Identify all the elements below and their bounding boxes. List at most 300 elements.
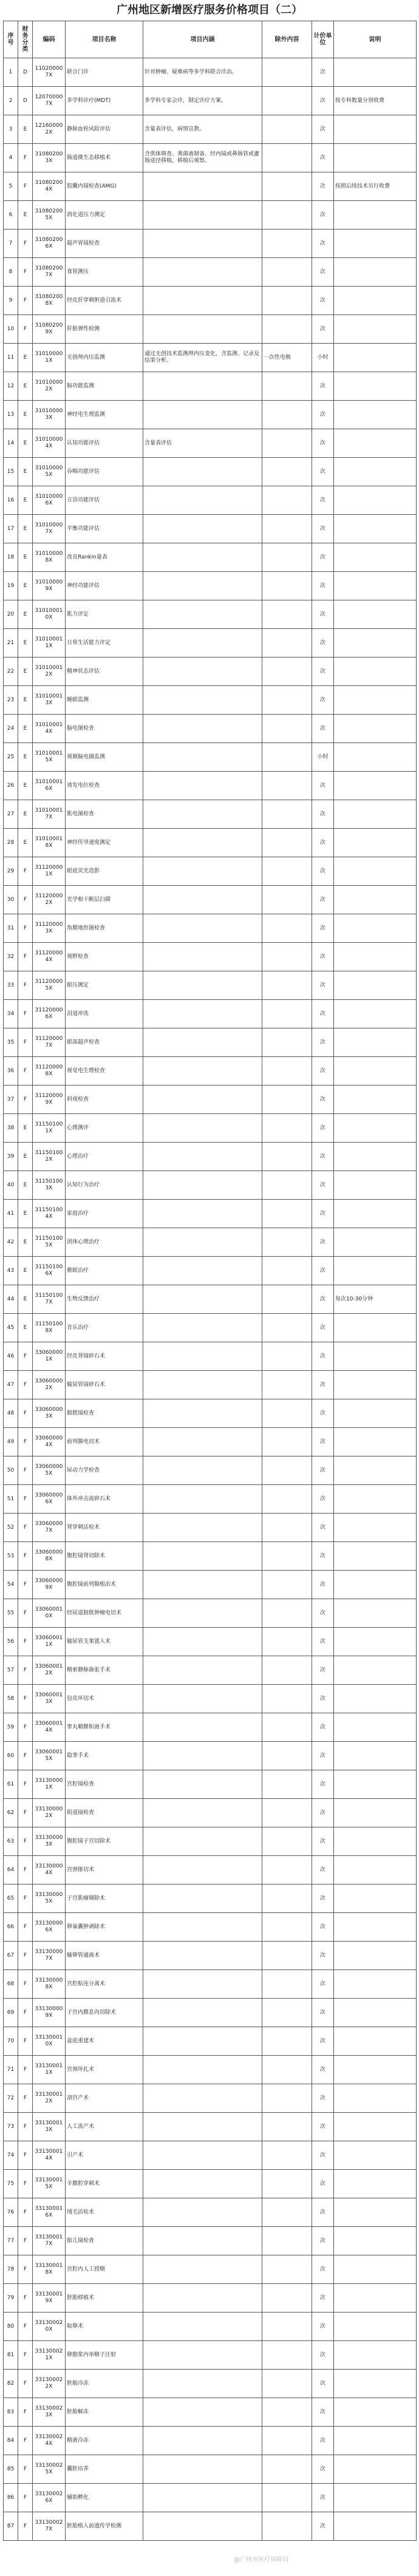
cell-note bbox=[334, 2027, 417, 2056]
cell-name: 神经功能评估 bbox=[66, 572, 143, 600]
cell-excl bbox=[262, 2141, 312, 2170]
cell-unit: 次 bbox=[312, 1114, 334, 1143]
table-row bbox=[4, 1143, 417, 1171]
cell-note: 按专科数量分别收费 bbox=[334, 87, 417, 115]
cell-no: 50 bbox=[4, 1456, 18, 1485]
cell-unit: 次 bbox=[312, 1542, 334, 1571]
cell-no: 15 bbox=[4, 458, 18, 486]
cell-note bbox=[334, 1342, 417, 1371]
cell-cat: F bbox=[18, 229, 33, 258]
table-row bbox=[4, 1628, 417, 1656]
cell-name: 光学相干断层扫描 bbox=[66, 886, 143, 914]
cell-no: 26 bbox=[4, 772, 18, 800]
cell-unit: 次 bbox=[312, 886, 334, 914]
cell-note bbox=[334, 2198, 417, 2227]
cell-unit: 次 bbox=[312, 629, 334, 658]
table-row bbox=[4, 1086, 417, 1114]
cell-unit: 次 bbox=[312, 1571, 334, 1599]
cell-name: 精神状态评估 bbox=[66, 658, 143, 686]
cell-cat: F bbox=[18, 886, 33, 914]
cell-no: 14 bbox=[4, 429, 18, 458]
table-row bbox=[4, 1428, 417, 1456]
cell-unit: 次 bbox=[312, 1257, 334, 1285]
cell-no: 32 bbox=[4, 943, 18, 971]
cell-unit: 次 bbox=[312, 2284, 334, 2313]
cell-unit: 次 bbox=[312, 1999, 334, 2027]
table-row bbox=[4, 2427, 417, 2455]
cell-note bbox=[334, 2084, 417, 2113]
cell-name: 音乐治疗 bbox=[66, 1314, 143, 1342]
cell-no: 42 bbox=[4, 1228, 18, 1257]
cell-note bbox=[334, 2284, 417, 2313]
cell-name: 肌力评定 bbox=[66, 600, 143, 629]
cell-no: 71 bbox=[4, 2056, 18, 2084]
cell-no: 70 bbox=[4, 2027, 18, 2056]
cell-content bbox=[143, 1200, 262, 1228]
cell-no: 27 bbox=[4, 800, 18, 829]
cell-content bbox=[143, 1713, 262, 1742]
cell-code: 33130002 4X bbox=[33, 2427, 66, 2455]
cell-no: 81 bbox=[4, 2341, 18, 2370]
cell-name: 盆底重建术 bbox=[66, 2027, 143, 2056]
cell-cat: F bbox=[18, 2484, 33, 2512]
cell-excl bbox=[262, 1228, 312, 1257]
cell-unit: 次 bbox=[312, 486, 334, 515]
table-row bbox=[4, 943, 417, 971]
cell-cat: F bbox=[18, 144, 33, 172]
cell-cat: F bbox=[18, 1742, 33, 1770]
cell-no: 43 bbox=[4, 1257, 18, 1285]
cell-content bbox=[143, 800, 262, 829]
cell-cat: E bbox=[18, 629, 33, 658]
cell-cat: F bbox=[18, 287, 33, 315]
cell-content bbox=[143, 943, 262, 971]
cell-note bbox=[334, 401, 417, 429]
cell-name: 胚胎冷冻 bbox=[66, 2370, 143, 2398]
cell-name: 言语功能评估 bbox=[66, 486, 143, 515]
cell-note bbox=[334, 829, 417, 857]
cell-content bbox=[143, 1942, 262, 1970]
cell-content bbox=[143, 1057, 262, 1086]
cell-content bbox=[143, 229, 262, 258]
cell-name: 卵胞浆内单精子注射 bbox=[66, 2341, 143, 2370]
cell-unit: 次 bbox=[312, 1171, 334, 1200]
cell-unit: 次 bbox=[312, 715, 334, 743]
cell-content bbox=[143, 1399, 262, 1428]
table-row bbox=[4, 1685, 417, 1713]
cell-content bbox=[143, 715, 262, 743]
cell-name: 经皮肾镜碎石术 bbox=[66, 1342, 143, 1371]
cell-name: 宫腔粘连分离术 bbox=[66, 1970, 143, 1999]
cell-excl bbox=[262, 2056, 312, 2084]
cell-name: 神经传导速度测定 bbox=[66, 829, 143, 857]
cell-excl bbox=[262, 1542, 312, 1571]
cell-content bbox=[143, 1856, 262, 1884]
cell-code: 33060001 0X bbox=[33, 1599, 66, 1628]
cell-name: 人工流产术 bbox=[66, 2113, 143, 2141]
cell-code: 33060001 5X bbox=[33, 1742, 66, 1770]
table-row bbox=[4, 429, 417, 458]
cell-note bbox=[334, 201, 417, 229]
table-row bbox=[4, 772, 417, 800]
cell-no: 5 bbox=[4, 172, 18, 201]
cell-no: 17 bbox=[4, 515, 18, 543]
cell-code: 33130000 8X bbox=[33, 1970, 66, 1999]
table-row bbox=[4, 658, 417, 686]
table-header-row bbox=[4, 21, 417, 58]
cell-content bbox=[143, 629, 262, 658]
cell-excl bbox=[262, 572, 312, 600]
watermark: @广州市医疗保障局 bbox=[234, 2557, 288, 2563]
cell-content bbox=[143, 914, 262, 943]
cell-content bbox=[143, 2370, 262, 2398]
cell-unit: 次 bbox=[312, 1057, 334, 1086]
cell-name: 消化道压力测定 bbox=[66, 201, 143, 229]
cell-no: 85 bbox=[4, 2455, 18, 2484]
cell-name: 剖宫产术 bbox=[66, 2084, 143, 2113]
cell-note: 按照后续技术另行收费 bbox=[334, 172, 417, 201]
cell-no: 41 bbox=[4, 1200, 18, 1228]
cell-note bbox=[334, 2370, 417, 2398]
table-row bbox=[4, 2027, 417, 2056]
cell-content bbox=[143, 2455, 262, 2484]
table-row bbox=[4, 1713, 417, 1742]
table-row bbox=[4, 87, 417, 115]
cell-name: 体外冲击波碎石术 bbox=[66, 1485, 143, 1514]
cell-note bbox=[334, 1371, 417, 1399]
cell-unit: 次 bbox=[312, 2370, 334, 2398]
cell-excl bbox=[262, 372, 312, 401]
cell-name: 卵巢囊肿剥除术 bbox=[66, 1913, 143, 1942]
cell-code: 31150100 5X bbox=[33, 1228, 66, 1257]
cell-code: 11020000 7X bbox=[33, 58, 66, 87]
cell-name: 精液冷冻 bbox=[66, 2427, 143, 2455]
table-row bbox=[4, 1999, 417, 2027]
cell-unit: 次 bbox=[312, 2027, 334, 2056]
cell-content bbox=[143, 458, 262, 486]
table-row bbox=[4, 287, 417, 315]
cell-unit: 次 bbox=[312, 1599, 334, 1628]
cell-note bbox=[334, 543, 417, 572]
cell-note bbox=[334, 344, 417, 372]
table-row bbox=[4, 543, 417, 572]
cell-excl bbox=[262, 287, 312, 315]
table-row bbox=[4, 172, 417, 201]
cell-excl bbox=[262, 629, 312, 658]
cell-excl bbox=[262, 1942, 312, 1970]
cell-no: 40 bbox=[4, 1171, 18, 1200]
cell-no: 52 bbox=[4, 1514, 18, 1542]
cell-no: 2 bbox=[4, 87, 18, 115]
cell-note bbox=[334, 2141, 417, 2170]
cell-name: 超声胃镜检查 bbox=[66, 229, 143, 258]
cell-no: 21 bbox=[4, 629, 18, 658]
cell-unit: 次 bbox=[312, 1514, 334, 1542]
cell-excl bbox=[262, 600, 312, 629]
cell-name: 心理治疗 bbox=[66, 1143, 143, 1171]
cell-content bbox=[143, 515, 262, 543]
cell-note bbox=[334, 2512, 417, 2541]
cell-no: 64 bbox=[4, 1856, 18, 1884]
cell-content bbox=[143, 1257, 262, 1285]
cell-cat: F bbox=[18, 1970, 33, 1999]
cell-excl bbox=[262, 2341, 312, 2370]
cell-content bbox=[143, 1599, 262, 1628]
cell-unit: 次 bbox=[312, 2341, 334, 2370]
cell-content bbox=[143, 971, 262, 1000]
cell-unit: 次 bbox=[312, 2484, 334, 2512]
cell-cat: F bbox=[18, 971, 33, 1000]
cell-name: 静脉血栓风险评估 bbox=[66, 115, 143, 144]
cell-content bbox=[143, 1285, 262, 1314]
cell-unit: 次 bbox=[312, 1456, 334, 1485]
cell-excl bbox=[262, 2370, 312, 2398]
cell-unit: 次 bbox=[312, 1428, 334, 1456]
cell-no: 75 bbox=[4, 2170, 18, 2198]
cell-excl bbox=[262, 1999, 312, 2027]
table-row bbox=[4, 1171, 417, 1200]
cell-note bbox=[334, 229, 417, 258]
table-row bbox=[4, 458, 417, 486]
cell-code: 33130001 3X bbox=[33, 2113, 66, 2141]
cell-cat: F bbox=[18, 2227, 33, 2255]
cell-note bbox=[334, 2227, 417, 2255]
cell-unit: 次 bbox=[312, 201, 334, 229]
table-row bbox=[4, 857, 417, 886]
cell-code: 31150100 2X bbox=[33, 1143, 66, 1171]
cell-cat: E bbox=[18, 1171, 33, 1200]
cell-note bbox=[334, 486, 417, 515]
cell-no: 76 bbox=[4, 2198, 18, 2227]
cell-code: 31010000 3X bbox=[33, 401, 66, 429]
cell-code: 31010001 6X bbox=[33, 772, 66, 800]
cell-cat: E bbox=[18, 515, 33, 543]
cell-cat: F bbox=[18, 2370, 33, 2398]
cell-content bbox=[143, 1656, 262, 1685]
cell-content: 多学科专家会诊，制定诊疗方案。 bbox=[143, 87, 262, 115]
cell-cat: E bbox=[18, 1257, 33, 1285]
cell-content bbox=[143, 2341, 262, 2370]
cell-content bbox=[143, 658, 262, 686]
cell-cat: D bbox=[18, 58, 33, 87]
cell-unit: 次 bbox=[312, 2455, 334, 2484]
cell-note bbox=[334, 2427, 417, 2455]
cell-note bbox=[334, 886, 417, 914]
cell-no: 78 bbox=[4, 2255, 18, 2284]
cell-no: 22 bbox=[4, 658, 18, 686]
table-row bbox=[4, 886, 417, 914]
cell-cat: F bbox=[18, 1342, 33, 1371]
cell-note bbox=[334, 1228, 417, 1257]
cell-unit: 次 bbox=[312, 1770, 334, 1799]
cell-cat: F bbox=[18, 1371, 33, 1399]
cell-excl bbox=[262, 258, 312, 287]
cell-code: 33060001 1X bbox=[33, 1628, 66, 1656]
cell-unit: 次 bbox=[312, 2113, 334, 2141]
cell-cat: E bbox=[18, 458, 33, 486]
table-row bbox=[4, 1028, 417, 1057]
cell-note bbox=[334, 715, 417, 743]
table-row bbox=[4, 2084, 417, 2113]
cell-code: 33130002 0X bbox=[33, 2313, 66, 2341]
cell-unit: 次 bbox=[312, 658, 334, 686]
cell-no: 84 bbox=[4, 2427, 18, 2455]
cell-cat: E bbox=[18, 201, 33, 229]
cell-cat: F bbox=[18, 2512, 33, 2541]
cell-unit: 次 bbox=[312, 1028, 334, 1057]
cell-code: 31080200 6X bbox=[33, 229, 66, 258]
cell-unit: 次 bbox=[312, 1628, 334, 1656]
cell-excl bbox=[262, 1086, 312, 1114]
cell-no: 58 bbox=[4, 1685, 18, 1713]
cell-note bbox=[334, 1656, 417, 1685]
cell-name: 胎儿镜检查 bbox=[66, 2227, 143, 2255]
cell-unit: 次 bbox=[312, 1086, 334, 1114]
cell-code: 31010001 8X bbox=[33, 829, 66, 857]
cell-note bbox=[334, 1770, 417, 1799]
cell-cat: F bbox=[18, 1713, 33, 1742]
cell-code: 31120000 5X bbox=[33, 971, 66, 1000]
cell-excl bbox=[262, 1571, 312, 1599]
cell-cat: E bbox=[18, 486, 33, 515]
cell-unit: 次 bbox=[312, 572, 334, 600]
cell-unit: 次 bbox=[312, 401, 334, 429]
cell-code: 33060001 3X bbox=[33, 1685, 66, 1713]
cell-content bbox=[143, 401, 262, 429]
cell-no: 33 bbox=[4, 971, 18, 1000]
table-row bbox=[4, 2313, 417, 2341]
cell-cat: E bbox=[18, 658, 33, 686]
table-row bbox=[4, 58, 417, 87]
table-row bbox=[4, 914, 417, 943]
cell-cat: F bbox=[18, 1770, 33, 1799]
cell-code: 31080200 3X bbox=[33, 144, 66, 172]
cell-excl bbox=[262, 58, 312, 87]
table-row bbox=[4, 1884, 417, 1913]
cell-name: 脑电图检查 bbox=[66, 715, 143, 743]
cell-unit: 次 bbox=[312, 229, 334, 258]
cell-unit: 次 bbox=[312, 2141, 334, 2170]
cell-unit: 小时 bbox=[312, 344, 334, 372]
cell-unit: 次 bbox=[312, 144, 334, 172]
cell-name: 睾丸鞘膜积液手术 bbox=[66, 1713, 143, 1742]
cell-cat: F bbox=[18, 2056, 33, 2084]
cell-note bbox=[334, 458, 417, 486]
cell-excl bbox=[262, 172, 312, 201]
cell-unit: 次 bbox=[312, 429, 334, 458]
cell-excl bbox=[262, 971, 312, 1000]
cell-note bbox=[334, 943, 417, 971]
cell-unit: 次 bbox=[312, 2427, 334, 2455]
cell-name: 改良Rankin量表 bbox=[66, 543, 143, 572]
cell-code: 33130001 1X bbox=[33, 2056, 66, 2084]
cell-no: 82 bbox=[4, 2370, 18, 2398]
cell-excl bbox=[262, 87, 312, 115]
cell-content bbox=[143, 2284, 262, 2313]
cell-content bbox=[143, 1970, 262, 1999]
cell-no: 13 bbox=[4, 401, 18, 429]
cell-code: 33130000 3X bbox=[33, 1827, 66, 1856]
cell-name: 认知功能评估 bbox=[66, 429, 143, 458]
cell-content bbox=[143, 1228, 262, 1257]
table-row bbox=[4, 1342, 417, 1371]
cell-name: 输尿管支架置入术 bbox=[66, 1628, 143, 1656]
cell-excl bbox=[262, 2484, 312, 2512]
cell-content bbox=[143, 2084, 262, 2113]
cell-content bbox=[143, 857, 262, 886]
cell-name: 认知行为治疗 bbox=[66, 1171, 143, 1200]
table-row bbox=[4, 971, 417, 1000]
cell-cat: F bbox=[18, 1000, 33, 1028]
table-row bbox=[4, 1856, 417, 1884]
cell-excl bbox=[262, 1285, 312, 1314]
cell-note bbox=[334, 1599, 417, 1628]
cell-note bbox=[334, 1942, 417, 1970]
cell-cat: E bbox=[18, 800, 33, 829]
cell-no: 73 bbox=[4, 2113, 18, 2141]
cell-code: 33130001 8X bbox=[33, 2255, 66, 2284]
cell-unit: 小时 bbox=[312, 743, 334, 772]
table-row bbox=[4, 743, 417, 772]
cell-cat: F bbox=[18, 1827, 33, 1856]
table-row bbox=[4, 2056, 417, 2084]
cell-note bbox=[334, 1913, 417, 1942]
table-row bbox=[4, 2141, 417, 2170]
cell-excl bbox=[262, 1827, 312, 1856]
cell-name: 宫腔镜检查 bbox=[66, 1770, 143, 1799]
cell-name: 精索静脉曲张手术 bbox=[66, 1656, 143, 1685]
cell-code: 33130000 6X bbox=[33, 1913, 66, 1942]
cell-note bbox=[334, 1799, 417, 1827]
table-row bbox=[4, 2484, 417, 2512]
cell-excl bbox=[262, 1856, 312, 1884]
table-row bbox=[4, 2455, 417, 2484]
cell-note bbox=[334, 1742, 417, 1770]
cell-code: 33130000 4X bbox=[33, 1856, 66, 1884]
cell-excl bbox=[262, 1257, 312, 1285]
cell-excl bbox=[262, 1970, 312, 1999]
cell-excl bbox=[262, 1742, 312, 1770]
cell-excl bbox=[262, 1713, 312, 1742]
table-row bbox=[4, 2227, 417, 2255]
table-row bbox=[4, 515, 417, 543]
cell-cat: F bbox=[18, 1399, 33, 1428]
cell-unit: 次 bbox=[312, 1314, 334, 1342]
cell-note bbox=[334, 1057, 417, 1086]
cell-code: 33060000 6X bbox=[33, 1485, 66, 1514]
cell-excl bbox=[262, 1114, 312, 1143]
cell-excl bbox=[262, 1685, 312, 1713]
cell-note bbox=[334, 1171, 417, 1200]
cell-no: 11 bbox=[4, 344, 18, 372]
cell-note bbox=[334, 743, 417, 772]
cell-code: 12070000 7X bbox=[33, 87, 66, 115]
cell-no: 65 bbox=[4, 1884, 18, 1913]
column-header: 说明 bbox=[334, 21, 417, 58]
cell-code: 31010000 1X bbox=[33, 344, 66, 372]
table-row bbox=[4, 1799, 417, 1827]
cell-unit: 次 bbox=[312, 543, 334, 572]
cell-cat: F bbox=[18, 2455, 33, 2484]
cell-excl bbox=[262, 543, 312, 572]
cell-excl bbox=[262, 2255, 312, 2284]
table-row bbox=[4, 2512, 417, 2541]
cell-no: 30 bbox=[4, 886, 18, 914]
cell-note bbox=[334, 1970, 417, 1999]
cell-content bbox=[143, 372, 262, 401]
cell-excl bbox=[262, 486, 312, 515]
cell-content bbox=[143, 600, 262, 629]
